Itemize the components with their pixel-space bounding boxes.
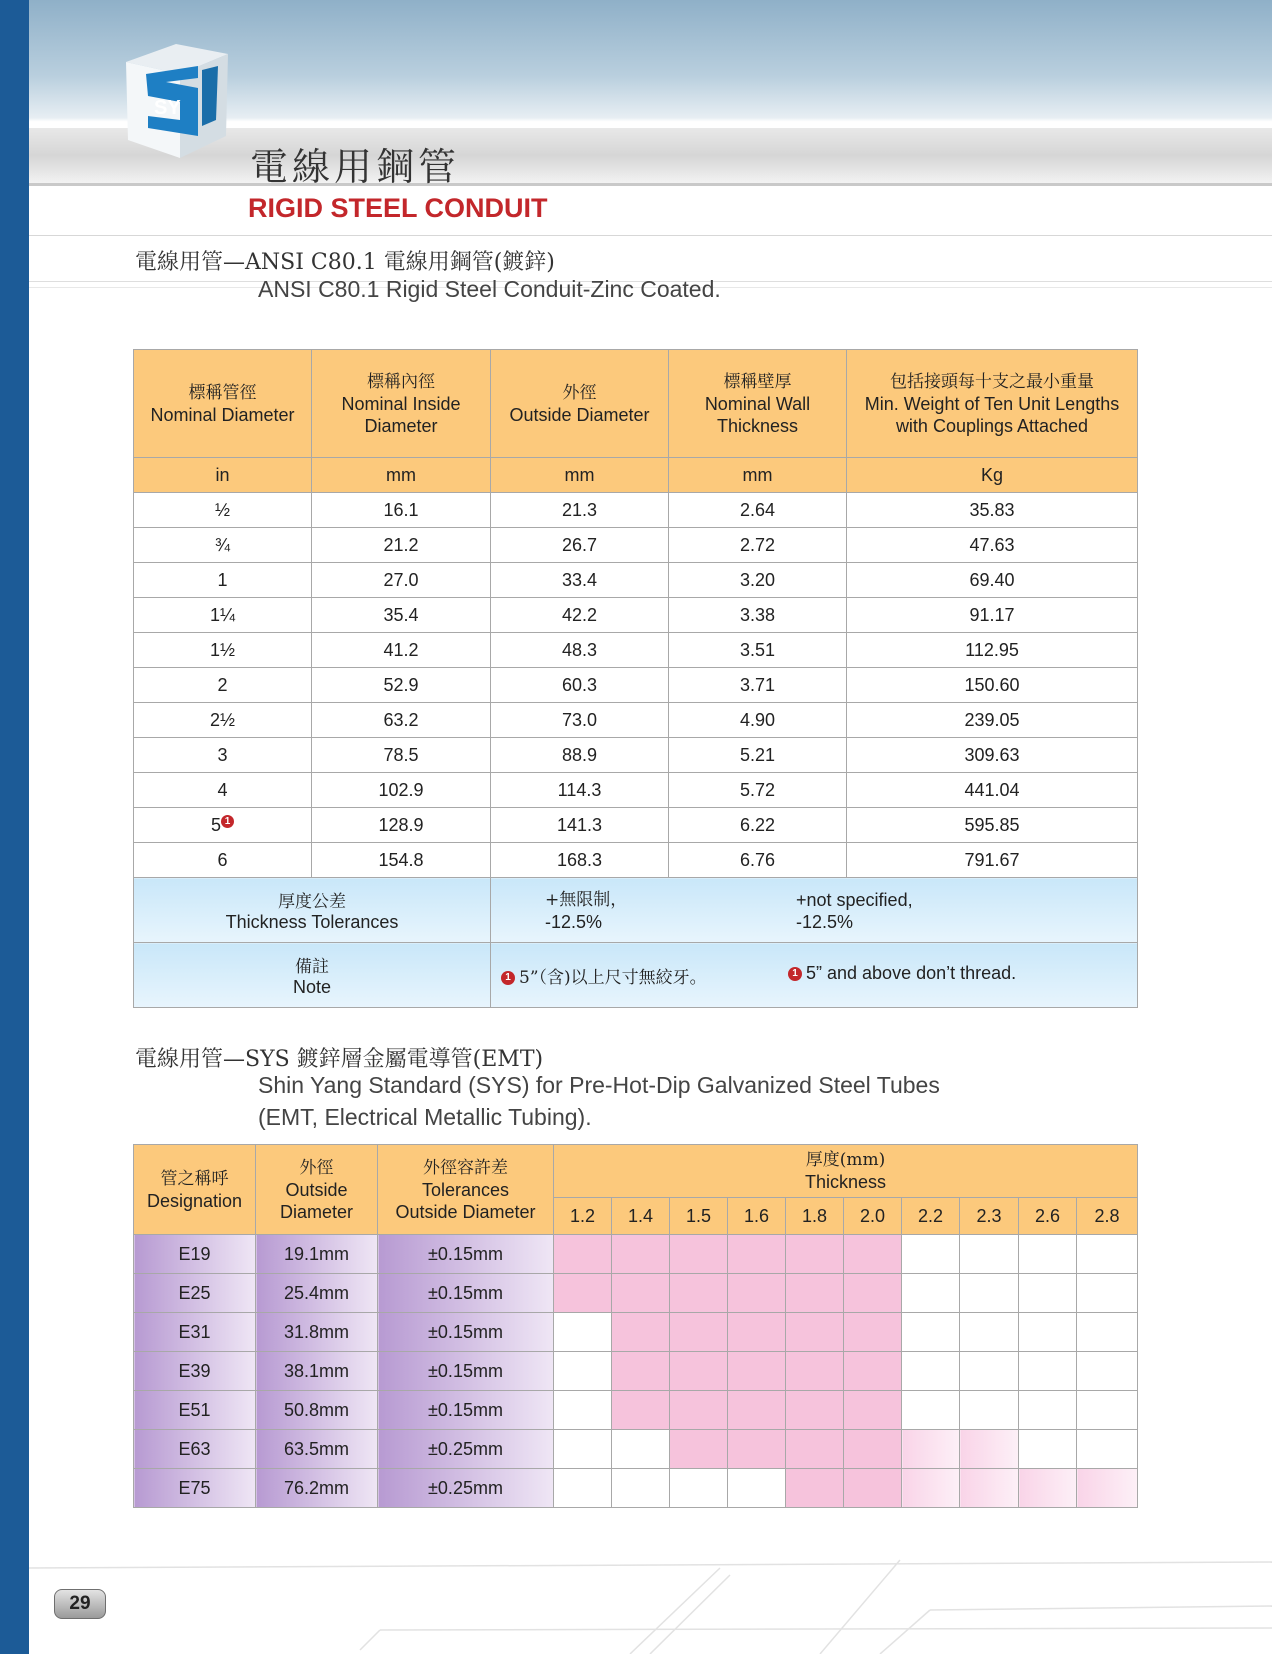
- table-cell: 141.3: [491, 808, 669, 843]
- unavailable-cell: [1019, 1352, 1077, 1391]
- unavailable-cell: [902, 1274, 960, 1313]
- unavailable-cell: [1077, 1391, 1138, 1430]
- unavailable-cell: [1077, 1352, 1138, 1391]
- available-cell: [612, 1274, 670, 1313]
- table-cell: ±0.15mm: [378, 1352, 554, 1391]
- table-cell: 3.38: [669, 598, 847, 633]
- table-cell: 60.3: [491, 668, 669, 703]
- table-header-row: [134, 1145, 1138, 1198]
- table-row: [134, 1391, 1138, 1430]
- company-logo-icon: [118, 40, 240, 162]
- header-cell: 標稱壁厚 Nominal Wall Thickness: [669, 350, 847, 458]
- available-cell: [728, 1235, 786, 1274]
- table-cell: 69.40: [847, 563, 1138, 598]
- table-cell: 19.1mm: [256, 1235, 378, 1274]
- unavailable-cell: [1077, 1313, 1138, 1352]
- table-cell: 42.2: [491, 598, 669, 633]
- available-cell: [728, 1391, 786, 1430]
- section2-heading-en-line2: (EMT, Electrical Metallic Tubing).: [258, 1104, 592, 1130]
- table-cell: 3.20: [669, 563, 847, 598]
- unavailable-cell: [960, 1352, 1019, 1391]
- unavailable-cell: [612, 1469, 670, 1508]
- table-cell: 791.67: [847, 843, 1138, 878]
- available-cell: [728, 1352, 786, 1391]
- table-cell: 309.63: [847, 738, 1138, 773]
- available-cell: [786, 1274, 844, 1313]
- table-row: [134, 1469, 1138, 1508]
- unit-cell: mm: [669, 458, 847, 493]
- unavailable-cell: [1077, 1235, 1138, 1274]
- available-cell: [844, 1352, 902, 1391]
- note-value: 1 5”（含)以上尺寸無絞牙。 1 5” and above don’t thread.: [491, 943, 1138, 1008]
- tolerance-value: +無限制， -12.5% +not specified, -12.5%: [491, 878, 1138, 943]
- available-cell: [612, 1235, 670, 1274]
- table-row: [134, 703, 1138, 738]
- table-cell: 41.2: [312, 633, 491, 668]
- tolerance-row: [134, 878, 1138, 943]
- table-row: [134, 598, 1138, 633]
- table-cell: 154.8: [312, 843, 491, 878]
- unavailable-cell: [960, 1391, 1019, 1430]
- table-cell: 102.9: [312, 773, 491, 808]
- header-cell: 外徑容許差 Tolerances Outside Diameter: [378, 1145, 554, 1235]
- table-row: [134, 738, 1138, 773]
- table-cell: 4.90: [669, 703, 847, 738]
- table-cell: 2: [134, 668, 312, 703]
- thickness-header: 厚度(mm) Thickness: [554, 1145, 1138, 1198]
- table-cell: 31.8mm: [256, 1313, 378, 1352]
- unavailable-cell: [612, 1430, 670, 1469]
- table-cell: 3.71: [669, 668, 847, 703]
- unavailable-cell: [902, 1352, 960, 1391]
- available-cell: [612, 1391, 670, 1430]
- header-cell: 外徑 Outside Diameter: [491, 350, 669, 458]
- table-cell: 48.3: [491, 633, 669, 668]
- table-cell: 25.4mm: [256, 1274, 378, 1313]
- thickness-value: 1.5: [670, 1198, 728, 1235]
- header-cell: 標稱管徑 Nominal Diameter: [134, 350, 312, 458]
- unavailable-cell: [902, 1313, 960, 1352]
- tolerance-label: 厚度公差 Thickness Tolerances: [134, 878, 491, 943]
- table-row: [134, 773, 1138, 808]
- available-cell: [670, 1274, 728, 1313]
- table-cell: 50.8mm: [256, 1391, 378, 1430]
- footnote-marker-icon: 1: [788, 967, 802, 981]
- table-cell: E75: [134, 1469, 256, 1508]
- table-row: [134, 1352, 1138, 1391]
- thickness-value: 2.0: [844, 1198, 902, 1235]
- table-cell: E31: [134, 1313, 256, 1352]
- table-cell: 52.9: [312, 668, 491, 703]
- header-cell: 標稱內徑 Nominal Inside Diameter: [312, 350, 491, 458]
- available-cell: [554, 1235, 612, 1274]
- available-cell: [902, 1469, 960, 1508]
- table-cell: E39: [134, 1352, 256, 1391]
- table-cell: E63: [134, 1430, 256, 1469]
- available-cell: [728, 1313, 786, 1352]
- table-cell: E19: [134, 1235, 256, 1274]
- available-cell: [670, 1391, 728, 1430]
- available-cell: [786, 1352, 844, 1391]
- table-cell: 47.63: [847, 528, 1138, 563]
- unavailable-cell: [554, 1430, 612, 1469]
- table-cell: 2.72: [669, 528, 847, 563]
- table-cell: 35.83: [847, 493, 1138, 528]
- page-title-en: RIGID STEEL CONDUIT: [248, 193, 548, 223]
- available-cell: [670, 1352, 728, 1391]
- table-cell: 2½: [134, 703, 312, 738]
- section2-heading-en-line1: Shin Yang Standard (SYS) for Pre-Hot-Dip Galvanized Steel Tubes: [258, 1072, 940, 1098]
- table-cell: 1¼: [134, 598, 312, 633]
- svg-text:SY: SY: [154, 97, 181, 119]
- thickness-value: 1.4: [612, 1198, 670, 1235]
- table-row: [134, 808, 1138, 843]
- unavailable-cell: [554, 1313, 612, 1352]
- unavailable-cell: [1077, 1274, 1138, 1313]
- table-row: [134, 843, 1138, 878]
- table-row: [134, 563, 1138, 598]
- table-row: [134, 633, 1138, 668]
- available-cell: [670, 1313, 728, 1352]
- available-cell: [728, 1274, 786, 1313]
- table-cell: 3: [134, 738, 312, 773]
- note-row: [134, 943, 1138, 1008]
- unit-cell: mm: [491, 458, 669, 493]
- table-cell: 441.04: [847, 773, 1138, 808]
- table-cell: 128.9: [312, 808, 491, 843]
- available-cell: [902, 1430, 960, 1469]
- available-cell: [844, 1430, 902, 1469]
- rsc-spec-table: [133, 349, 1138, 1008]
- unavailable-cell: [728, 1469, 786, 1508]
- table-cell: 76.2mm: [256, 1469, 378, 1508]
- table-cell: ½: [134, 493, 312, 528]
- table-cell: E51: [134, 1391, 256, 1430]
- unavailable-cell: [1077, 1430, 1138, 1469]
- footnote-marker-icon: 1: [501, 971, 515, 985]
- table-cell: 3.51: [669, 633, 847, 668]
- table-cell: 114.3: [491, 773, 669, 808]
- table-cell: 88.9: [491, 738, 669, 773]
- unavailable-cell: [554, 1391, 612, 1430]
- table-cell: 5 1: [134, 808, 312, 843]
- table-cell: 168.3: [491, 843, 669, 878]
- table-cell: 112.95: [847, 633, 1138, 668]
- table-cell: 63.2: [312, 703, 491, 738]
- thickness-value: 2.6: [1019, 1198, 1077, 1235]
- section1-heading-en: ANSI C80.1 Rigid Steel Conduit-Zinc Coated.: [258, 276, 721, 302]
- unavailable-cell: [1019, 1313, 1077, 1352]
- note-label: 備註 Note: [134, 943, 491, 1008]
- unit-cell: Kg: [847, 458, 1138, 493]
- table-cell: ±0.25mm: [378, 1430, 554, 1469]
- available-cell: [1019, 1469, 1077, 1508]
- unit-cell: in: [134, 458, 312, 493]
- unavailable-cell: [960, 1274, 1019, 1313]
- emt-spec-table: [133, 1144, 1138, 1508]
- table-cell: 63.5mm: [256, 1430, 378, 1469]
- table-cell: ±0.15mm: [378, 1313, 554, 1352]
- available-cell: [844, 1391, 902, 1430]
- left-sidebar-band: [0, 0, 29, 1654]
- unavailable-cell: [1019, 1235, 1077, 1274]
- available-cell: [612, 1352, 670, 1391]
- table-cell: 4: [134, 773, 312, 808]
- table-cell: 33.4: [491, 563, 669, 598]
- table-cell: 1: [134, 563, 312, 598]
- available-cell: [786, 1313, 844, 1352]
- unit-cell: mm: [312, 458, 491, 493]
- header-cell: 外徑 Outside Diameter: [256, 1145, 378, 1235]
- table-row: [134, 493, 1138, 528]
- available-cell: [786, 1235, 844, 1274]
- table-cell: 150.60: [847, 668, 1138, 703]
- table-cell: 1½: [134, 633, 312, 668]
- thickness-value: 2.8: [1077, 1198, 1138, 1235]
- table-cell: ¾: [134, 528, 312, 563]
- section1-heading-zh: 電線用管—ANSI C80.1 電線用鋼管(鍍鋅): [135, 250, 555, 275]
- table-cell: 16.1: [312, 493, 491, 528]
- available-cell: [960, 1469, 1019, 1508]
- table-cell: 2.64: [669, 493, 847, 528]
- table-cell: 595.85: [847, 808, 1138, 843]
- table-cell: 6.76: [669, 843, 847, 878]
- unavailable-cell: [1019, 1391, 1077, 1430]
- page-number: 29: [54, 1589, 106, 1619]
- available-cell: [728, 1430, 786, 1469]
- table-cell: ±0.25mm: [378, 1469, 554, 1508]
- unavailable-cell: [902, 1391, 960, 1430]
- table-cell: 27.0: [312, 563, 491, 598]
- available-cell: [844, 1235, 902, 1274]
- thickness-value: 1.8: [786, 1198, 844, 1235]
- unavailable-cell: [554, 1469, 612, 1508]
- available-cell: [960, 1430, 1019, 1469]
- table-cell: 5.21: [669, 738, 847, 773]
- available-cell: [554, 1274, 612, 1313]
- table-cell: 239.05: [847, 703, 1138, 738]
- unavailable-cell: [1019, 1430, 1077, 1469]
- table-cell: 5.72: [669, 773, 847, 808]
- table-row: [134, 528, 1138, 563]
- available-cell: [786, 1469, 844, 1508]
- available-cell: [786, 1391, 844, 1430]
- unavailable-cell: [960, 1235, 1019, 1274]
- table-row: [134, 1430, 1138, 1469]
- section2-heading-zh: 電線用管—SYS 鍍鋅層金屬電導管(EMT): [135, 1047, 544, 1072]
- footnote-marker-icon: 1: [221, 815, 234, 828]
- table-cell: 26.7: [491, 528, 669, 563]
- units-row: [134, 458, 1138, 493]
- available-cell: [670, 1430, 728, 1469]
- table-cell: E25: [134, 1274, 256, 1313]
- available-cell: [844, 1469, 902, 1508]
- thickness-value: 1.6: [728, 1198, 786, 1235]
- available-cell: [844, 1313, 902, 1352]
- available-cell: [1077, 1469, 1138, 1508]
- table-row: [134, 668, 1138, 703]
- available-cell: [844, 1274, 902, 1313]
- unavailable-cell: [902, 1235, 960, 1274]
- divider: [29, 235, 1272, 236]
- table-cell: 6: [134, 843, 312, 878]
- table-cell: 21.3: [491, 493, 669, 528]
- table-cell: 21.2: [312, 528, 491, 563]
- available-cell: [612, 1313, 670, 1352]
- table-row: [134, 1235, 1138, 1274]
- table-cell: ±0.15mm: [378, 1274, 554, 1313]
- header-cell: 包括接頭每十支之最小重量 Min. Weight of Ten Unit Lengths with Couplings Attached: [847, 350, 1138, 458]
- unavailable-cell: [554, 1352, 612, 1391]
- table-row: [134, 1274, 1138, 1313]
- available-cell: [786, 1430, 844, 1469]
- unavailable-cell: [960, 1313, 1019, 1352]
- table-cell: 91.17: [847, 598, 1138, 633]
- table-row: [134, 1313, 1138, 1352]
- table-cell: ±0.15mm: [378, 1391, 554, 1430]
- thickness-value: 2.2: [902, 1198, 960, 1235]
- thickness-value: 2.3: [960, 1198, 1019, 1235]
- unavailable-cell: [670, 1469, 728, 1508]
- header-cell: 管之稱呼 Designation: [134, 1145, 256, 1235]
- unavailable-cell: [1019, 1274, 1077, 1313]
- available-cell: [670, 1235, 728, 1274]
- table-cell: ±0.15mm: [378, 1235, 554, 1274]
- table-cell: 73.0: [491, 703, 669, 738]
- table-cell: 38.1mm: [256, 1352, 378, 1391]
- thickness-value: 1.2: [554, 1198, 612, 1235]
- table-cell: 6.22: [669, 808, 847, 843]
- table-cell: 78.5: [312, 738, 491, 773]
- page-title-zh: 電線用鋼管: [250, 145, 461, 189]
- table-cell: 35.4: [312, 598, 491, 633]
- table-header-row: [134, 350, 1138, 458]
